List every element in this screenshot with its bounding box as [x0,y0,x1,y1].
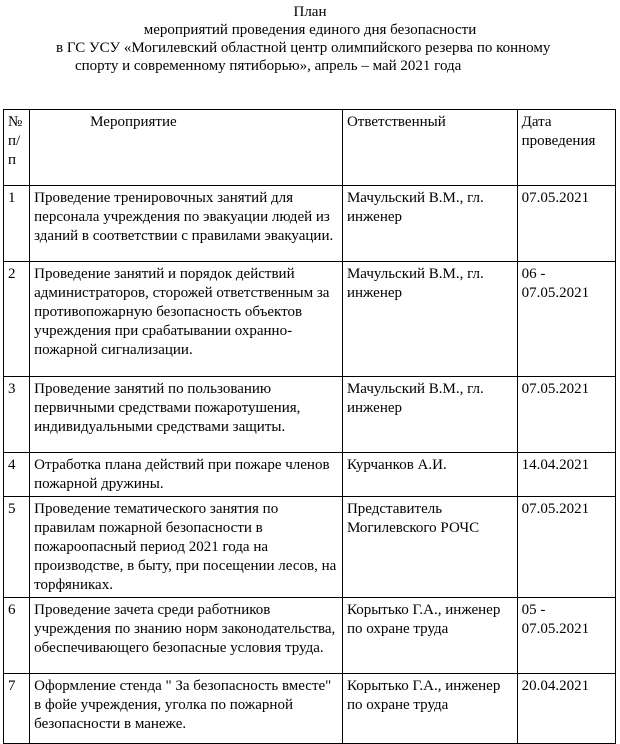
row-responsible: Курчанков А.И. [342,453,517,497]
row-num: 2 [4,262,30,377]
table-row [4,453,616,497]
table-row [4,497,616,598]
row-responsible: Корытько Г.А., инженер по охране труда [342,674,517,744]
title-line-1: План [293,4,327,20]
row-num: 3 [4,377,30,453]
table-row [4,262,616,377]
row-date: 06 - 07.05.2021 [517,262,615,377]
row-responsible: Представитель Могилевского РОЧС [342,497,517,598]
row-responsible: Мачульский В.М., гл. инженер [342,377,517,453]
header-date: Дата проведения [517,110,615,186]
table-row [4,186,616,262]
row-event: Проведение занятий по пользованию первичными средствами пожаротушения, индивидуальными средствами защиты. [30,377,343,453]
row-date: 07.05.2021 [517,497,615,598]
row-date: 07.05.2021 [517,377,615,453]
row-event: Проведение тренировочных занятий для персонала учреждения по эвакуации людей из зданий в соответствии с правилами эвакуации. [30,186,343,262]
row-event: Проведение тематического занятия по правилам пожарной безопасности в пожароопасный период 2021 года на производстве, в быту, при посещении лесов, на торфяниках. [30,497,343,598]
title-line-4: спорту и современному пятиборью», апрель – май 2021 года [75,58,462,74]
row-num: 4 [4,453,30,497]
title-line-3: в ГС УСУ «Могилевский областной центр олимпийского резерва по конному [56,40,551,56]
row-date: 20.04.2021 [517,674,615,744]
header-event [30,110,343,186]
header-event-label: Мероприятие [90,114,177,130]
table-header-row [4,110,616,186]
table-row [4,674,616,744]
row-responsible: Корытько Г.А., инженер по охране труда [342,598,517,674]
title-line-2: мероприятий проведения единого дня безопасности [143,22,477,38]
row-event: Отработка плана действий при пожаре членов пожарной дружины. [30,453,343,497]
row-num: 1 [4,186,30,262]
row-num: 6 [4,598,30,674]
header-num: № п/п [4,110,30,186]
row-num: 5 [4,497,30,598]
row-num: 7 [4,674,30,744]
row-event: Проведение занятий и порядок действий администраторов, сторожей ответственным за противопожарную безопасность объектов учреждения при срабатывании охранно-пожарной сигнализации. [30,262,343,377]
row-date: 14.04.2021 [517,453,615,497]
plan-table [3,109,616,744]
table-row [4,377,616,453]
table-row [4,598,616,674]
row-event: Проведение зачета среди работников учреждения по знанию норм законодательства, обеспечивающего безопасные условия труда. [30,598,343,674]
row-date: 05 - 07.05.2021 [517,598,615,674]
header-responsible: Ответственный [342,110,517,186]
row-date: 07.05.2021 [517,186,615,262]
row-responsible: Мачульский В.М., гл. инженер [342,186,517,262]
row-event: Оформление стенда " За безопасность вместе" в фойе учреждения, уголка по пожарной безопасности в манеже. [30,674,343,744]
row-responsible: Мачульский В.М., гл. инженер [342,262,517,377]
